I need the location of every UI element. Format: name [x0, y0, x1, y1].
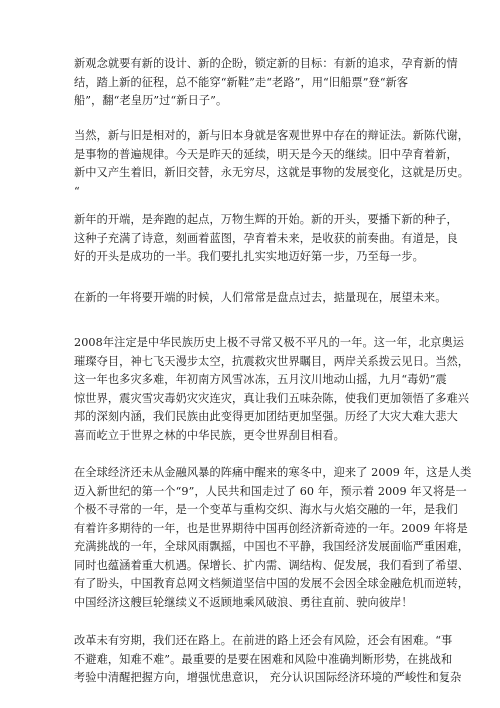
paragraph-reform — [74, 632, 462, 688]
text-line: 在全球经济还未从金融风暴的阵痛中醒来的寒冬中，迎来了 2009 年，这是人类 — [74, 466, 472, 479]
text-line: 新年的开端，是奔跑的起点，万物生辉的开始。新的开头，要播下新的种子， — [74, 213, 458, 226]
text-line: 邦的深刻内涵，我们民族由此变得更加团结更加坚强。历经了大灾大难大悲大 — [74, 410, 458, 423]
text-line: 中国经济这艘巨轮继续义不返顾地乘风破浪、勇往直前、驶向彼岸！ — [74, 595, 413, 609]
text-line: 在新的一年将要开端的时候，人们常常是盘点过去，掂量现在，展望未来。 — [74, 291, 447, 304]
paragraph-2009 — [74, 464, 472, 612]
text-line: 是事物的普遍规律。今天是昨天的延续，明天是今天的继续。旧中孕育着新， — [74, 147, 458, 161]
text-line: 考验中清醒把握方向，增强忧患意识， 充分认识国际经济环境的严峻性和复杂 — [74, 671, 462, 684]
paragraph-new-year-start — [74, 211, 458, 267]
text-line: 同时也蕴涵着重大机遇。保增长、扩内需、调结构、促发展，我们看到了希望、 — [74, 558, 470, 572]
text-line: 迈入新世纪的第一个“9”，人民共和国走过了 60 年，预示着 2009 年又将是一 — [74, 484, 467, 498]
text-line: 璀璨夺目，神七飞天漫步太空，抗震救灾世界瞩目，两岸关系拨云见日。当然， — [74, 354, 470, 368]
text-line: 当然，新与旧是相对的，新与旧本身就是客观世界中存在的辩证法。新陈代谢， — [74, 129, 470, 142]
text-line: 2008年注定是中华民族历史上极不寻常又极不平凡的一年。这一年，北京奥运 — [74, 336, 465, 349]
paragraph-looking-ahead — [74, 289, 447, 308]
text-line: 船”，翻“老皇历”过“新日子”。 — [74, 94, 228, 107]
paragraph-new-concepts — [74, 55, 458, 111]
text-line: 喜而屹立于世界之林的中华民族，更令世界刮目相看。 — [74, 428, 345, 442]
paragraph-new-and-old — [74, 127, 470, 201]
text-line: 新中又产生着旧，新旧交替，永无穷尽，这就是事物的发展变化，这就是历史。 — [74, 166, 470, 179]
text-line: 充满挑战的一年，全球风雨飘摇，中国也不平静，我国经济发展面临严重困难， — [74, 540, 470, 553]
text-line: 这一年也多灾多难，年初南方风雪冰冻，五月汶川地动山摇，九月“毒奶”震 — [74, 373, 447, 386]
text-line: 有了盼头，中国教育总网文档频道坚信中国的发展不会因全球金融危机而逆转， — [74, 577, 470, 590]
text-line: “ — [74, 184, 80, 198]
text-line: 这种子充满了诗意，刻画着蓝图，孕育着未来，是收获的前奏曲。有道是，良 — [74, 231, 458, 245]
text-line: 好的开头是成功的一半。我们要扎扎实实地迈好第一步，乃至每一步。 — [74, 250, 424, 263]
text-line: 新观念就要有新的设计、新的企盼，锁定新的目标：有新的追求，孕育新的情 — [74, 57, 458, 70]
text-line: 不避难，知难不难”。最重要的是要在困难和风险中准确判断形势，在挑战和 — [74, 652, 453, 666]
text-line: 个极不寻常的一年，是一个变革与重构交织、海水与火焰交融的一年，是我们 — [74, 503, 458, 516]
text-line: 惊世界，震灾雪灾毒奶灾灾连灾，真让我们五味杂陈，使我们更加领悟了多难兴 — [74, 391, 470, 405]
text-line: 有着许多期待的一年，也是世界期待中国再创经济新奇迹的一年。2009 年将是 — [74, 521, 468, 535]
paragraph-2008 — [74, 334, 470, 445]
text-line: 结，踏上新的征程，总不能穿“新鞋”走“老路”，用“旧船票”登“新客 — [74, 75, 409, 89]
text-line: 改革未有穷期，我们还在路上。在前进的路上还会有风险，还会有困难。“事 — [74, 634, 453, 647]
